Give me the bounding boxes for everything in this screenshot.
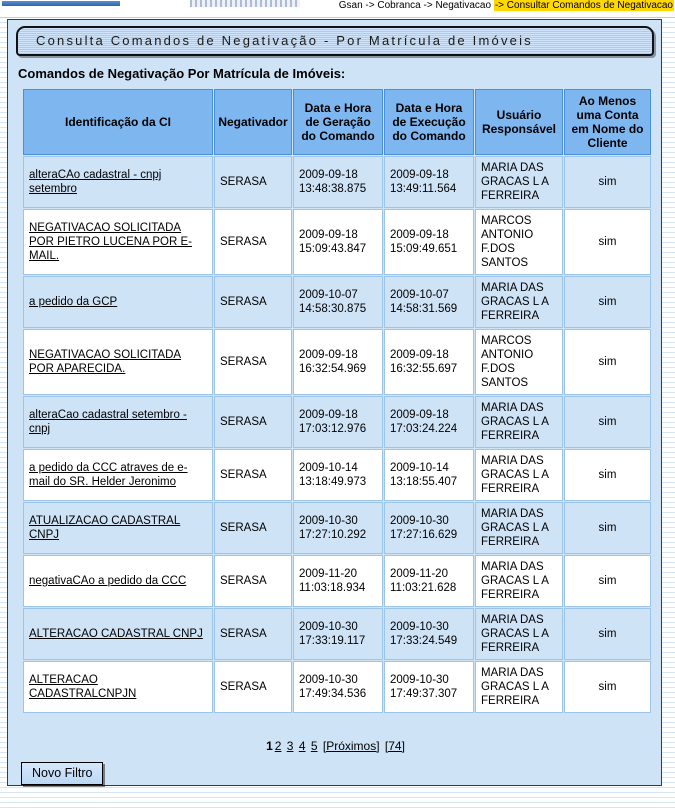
identificacao-link[interactable]: NEGATIVACAO SOLICITADA POR APARECIDA. <box>29 349 182 375</box>
execucao-time: 17:03:24.224 <box>390 423 458 435</box>
column-header-line: Identificação da CI <box>64 115 172 129</box>
cell-data-execucao <box>384 396 474 448</box>
cell-data-execucao <box>384 661 474 713</box>
cell-conta-cliente: sim <box>564 209 651 275</box>
execucao-time: 17:49:37.307 <box>390 688 458 700</box>
execucao-date: 2009-10-30 <box>390 674 449 686</box>
cell-identificacao <box>23 156 213 208</box>
cell-data-execucao <box>384 156 474 208</box>
novo-filtro-button[interactable]: Novo Filtro <box>21 762 103 785</box>
main-panel <box>7 19 662 786</box>
cell-usuario: MARIA DAS GRACAS L A FERREIRA <box>475 276 563 328</box>
cell-identificacao <box>23 449 213 501</box>
comandos-negativacao-table <box>22 88 652 714</box>
cell-negativador: SERASA <box>214 156 292 208</box>
cell-data-geracao <box>293 276 383 328</box>
cell-identificacao <box>23 329 213 395</box>
cell-usuario: MARCOS ANTONIO F.DOS SANTOS <box>475 209 563 275</box>
cell-data-geracao <box>293 329 383 395</box>
cell-data-execucao <box>384 555 474 607</box>
column-header-line: do Comando <box>301 129 375 143</box>
cell-data-execucao <box>384 608 474 660</box>
cell-usuario: MARCOS ANTONIO F.DOS SANTOS <box>475 329 563 395</box>
execucao-time: 13:18:55.407 <box>390 476 458 488</box>
cell-usuario: MARIA DAS GRACAS L A FERREIRA <box>475 396 563 448</box>
cell-conta-cliente: sim <box>564 276 651 328</box>
cell-data-execucao <box>384 449 474 501</box>
cell-data-geracao <box>293 449 383 501</box>
execucao-time: 11:03:21.628 <box>390 582 457 594</box>
column-header-data-geracao <box>293 89 383 155</box>
cell-negativador: SERASA <box>214 276 292 328</box>
execucao-date: 2009-09-18 <box>390 229 449 241</box>
execucao-date: 2009-09-18 <box>390 349 449 361</box>
page-title: Consulta Comandos de Negativação - Por Matrícula de Imóveis <box>36 33 533 48</box>
cell-usuario: MARIA DAS GRACAS L A FERREIRA <box>475 608 563 660</box>
column-header-line: Data e Hora <box>304 101 372 115</box>
column-header-line: do Comando <box>392 129 466 143</box>
section-subtitle: Comandos de Negativação Por Matrícula de Imóveis: <box>18 66 346 81</box>
cell-data-geracao <box>293 209 383 275</box>
identificacao-link[interactable]: ALTERACAO CADASTRALCNPJN <box>29 674 137 700</box>
geracao-date: 2009-10-30 <box>299 515 358 527</box>
table-row <box>23 608 651 660</box>
geracao-date: 2009-10-30 <box>299 621 358 633</box>
cell-identificacao <box>23 209 213 275</box>
pagination <box>22 739 649 753</box>
cell-identificacao <box>23 502 213 554</box>
geracao-date: 2009-09-18 <box>299 229 358 241</box>
table-row <box>23 276 651 328</box>
identificacao-link[interactable]: a pedido da GCP <box>29 296 118 308</box>
cell-conta-cliente: sim <box>564 661 651 713</box>
pagination-next-link[interactable]: [Próximos] <box>322 739 380 753</box>
cell-conta-cliente: sim <box>564 608 651 660</box>
column-header-line: Negativador <box>218 115 288 129</box>
identificacao-link[interactable]: negativaCAo a pedido da CCC <box>29 575 187 587</box>
column-header-usuario <box>475 89 563 155</box>
cell-negativador: SERASA <box>214 608 292 660</box>
cell-data-execucao <box>384 209 474 275</box>
cell-usuario: MARIA DAS GRACAS L A FERREIRA <box>475 156 563 208</box>
breadcrumb-path: Gsan -> Cobranca -> Negativacao <box>338 0 494 11</box>
cell-identificacao <box>23 661 213 713</box>
geracao-date: 2009-09-18 <box>299 409 358 421</box>
table-row <box>23 449 651 501</box>
pagination-page-link[interactable]: 4 <box>298 739 306 753</box>
cell-usuario: MARIA DAS GRACAS L A FERREIRA <box>475 661 563 713</box>
geracao-time: 16:32:54.969 <box>299 363 367 375</box>
column-header-line: Ao Menos <box>578 94 637 108</box>
cell-identificacao <box>23 555 213 607</box>
cell-conta-cliente: sim <box>564 449 651 501</box>
execucao-date: 2009-10-14 <box>390 462 449 474</box>
column-header-data-execucao <box>384 89 474 155</box>
cell-identificacao <box>23 396 213 448</box>
pagination-last-link[interactable]: [74] <box>384 739 405 753</box>
table-row <box>23 502 651 554</box>
cell-conta-cliente: sim <box>564 156 651 208</box>
execucao-date: 2009-09-18 <box>390 169 449 181</box>
pagination-page-links <box>274 739 322 753</box>
table-row <box>23 555 651 607</box>
table-head <box>23 89 651 155</box>
table-row <box>23 396 651 448</box>
execucao-time: 16:32:55.697 <box>390 363 458 375</box>
table-body <box>23 156 651 713</box>
geracao-date: 2009-10-07 <box>299 289 358 301</box>
column-header-line: de Geração <box>305 115 371 129</box>
cell-negativador: SERASA <box>214 449 292 501</box>
geracao-time: 13:48:38.875 <box>299 183 367 195</box>
geracao-date: 2009-09-18 <box>299 169 358 181</box>
identificacao-link[interactable]: NEGATIVACAO SOLICITADA POR PIETRO LUCENA POR E-MAIL. <box>29 222 192 262</box>
execucao-time: 17:27:16.629 <box>390 529 458 541</box>
identificacao-link[interactable]: ALTERACAO CADASTRAL CNPJ <box>29 628 203 640</box>
column-header-line: de Execução <box>392 115 466 129</box>
geracao-time: 17:49:34.536 <box>299 688 367 700</box>
cell-data-geracao <box>293 502 383 554</box>
geracao-time: 17:03:12.976 <box>299 423 367 435</box>
cell-identificacao <box>23 276 213 328</box>
cell-data-geracao <box>293 661 383 713</box>
execucao-time: 14:58:31.569 <box>390 303 458 315</box>
cell-usuario: MARIA DAS GRACAS L A FERREIRA <box>475 502 563 554</box>
pagination-current-page: 1 <box>266 739 273 753</box>
execucao-date: 2009-10-30 <box>390 621 449 633</box>
cell-data-execucao <box>384 329 474 395</box>
page-title-bar <box>16 26 654 56</box>
cell-data-geracao <box>293 555 383 607</box>
cell-data-geracao <box>293 156 383 208</box>
cell-negativador: SERASA <box>214 329 292 395</box>
geracao-date: 2009-09-18 <box>299 349 358 361</box>
cell-data-geracao <box>293 608 383 660</box>
execucao-time: 15:09:49.651 <box>390 243 458 255</box>
execucao-date: 2009-10-07 <box>390 289 449 301</box>
geracao-date: 2009-10-14 <box>299 462 358 474</box>
geracao-time: 15:09:43.847 <box>299 243 367 255</box>
table-header-row <box>23 89 651 155</box>
geracao-date: 2009-10-30 <box>299 674 358 686</box>
geracao-time: 17:33:19.117 <box>299 635 366 647</box>
execucao-time: 13:49:11.564 <box>390 183 457 195</box>
cell-data-geracao <box>293 396 383 448</box>
identificacao-link[interactable]: ATUALIZACAO CADASTRAL CNPJ <box>29 515 181 541</box>
column-header-line: Usuário <box>496 108 542 122</box>
geracao-time: 11:03:18.934 <box>299 582 366 594</box>
table-row <box>23 156 651 208</box>
cell-identificacao <box>23 608 213 660</box>
column-header-line: Data e Hora <box>395 101 463 115</box>
breadcrumb-current-page: -> Consultar Comandos de Negativacao <box>494 0 673 11</box>
results-table-container <box>22 88 649 714</box>
pagination-page-link[interactable]: 2 <box>274 739 282 753</box>
cell-usuario: MARIA DAS GRACAS L A FERREIRA <box>475 555 563 607</box>
table-row <box>23 209 651 275</box>
cell-conta-cliente: sim <box>564 396 651 448</box>
column-header-conta-cliente <box>564 89 651 155</box>
column-header-line: Cliente <box>587 136 628 150</box>
cell-data-execucao <box>384 502 474 554</box>
breadcrumb-divider <box>0 11 675 18</box>
column-header-line: em Nome do <box>571 122 644 136</box>
cell-negativador: SERASA <box>214 502 292 554</box>
cell-conta-cliente: sim <box>564 555 651 607</box>
geracao-time: 17:27:10.292 <box>299 529 367 541</box>
column-header-line: uma Conta <box>576 108 639 122</box>
geracao-time: 14:58:30.875 <box>299 303 367 315</box>
identificacao-link[interactable]: alteraCao cadastral setembro - cnpj <box>29 409 187 435</box>
identificacao-link[interactable]: a pedido da CCC atraves de e-mail do SR. Helder Jeronimo <box>29 462 188 488</box>
execucao-date: 2009-09-18 <box>390 409 449 421</box>
identificacao-link[interactable]: alteraCAo cadastral - cnpj setembro <box>29 169 162 195</box>
cell-usuario: MARIA DAS GRACAS L A FERREIRA <box>475 449 563 501</box>
cell-negativador: SERASA <box>214 396 292 448</box>
cell-negativador: SERASA <box>214 661 292 713</box>
execucao-date: 2009-10-30 <box>390 515 449 527</box>
pagination-page-link[interactable]: 3 <box>286 739 294 753</box>
execucao-time: 17:33:24.549 <box>390 635 458 647</box>
column-header-negativador <box>214 89 292 155</box>
cell-conta-cliente: sim <box>564 329 651 395</box>
cell-data-execucao <box>384 276 474 328</box>
pagination-page-link[interactable]: 5 <box>310 739 318 753</box>
cell-negativador: SERASA <box>214 555 292 607</box>
table-row <box>23 329 651 395</box>
geracao-date: 2009-11-20 <box>299 568 357 580</box>
cell-conta-cliente: sim <box>564 502 651 554</box>
column-header-identificacao <box>23 89 213 155</box>
cell-negativador: SERASA <box>214 209 292 275</box>
column-header-line: Responsável <box>481 122 557 136</box>
geracao-time: 13:18:49.973 <box>299 476 367 488</box>
table-row <box>23 661 651 713</box>
execucao-date: 2009-11-20 <box>390 568 448 580</box>
